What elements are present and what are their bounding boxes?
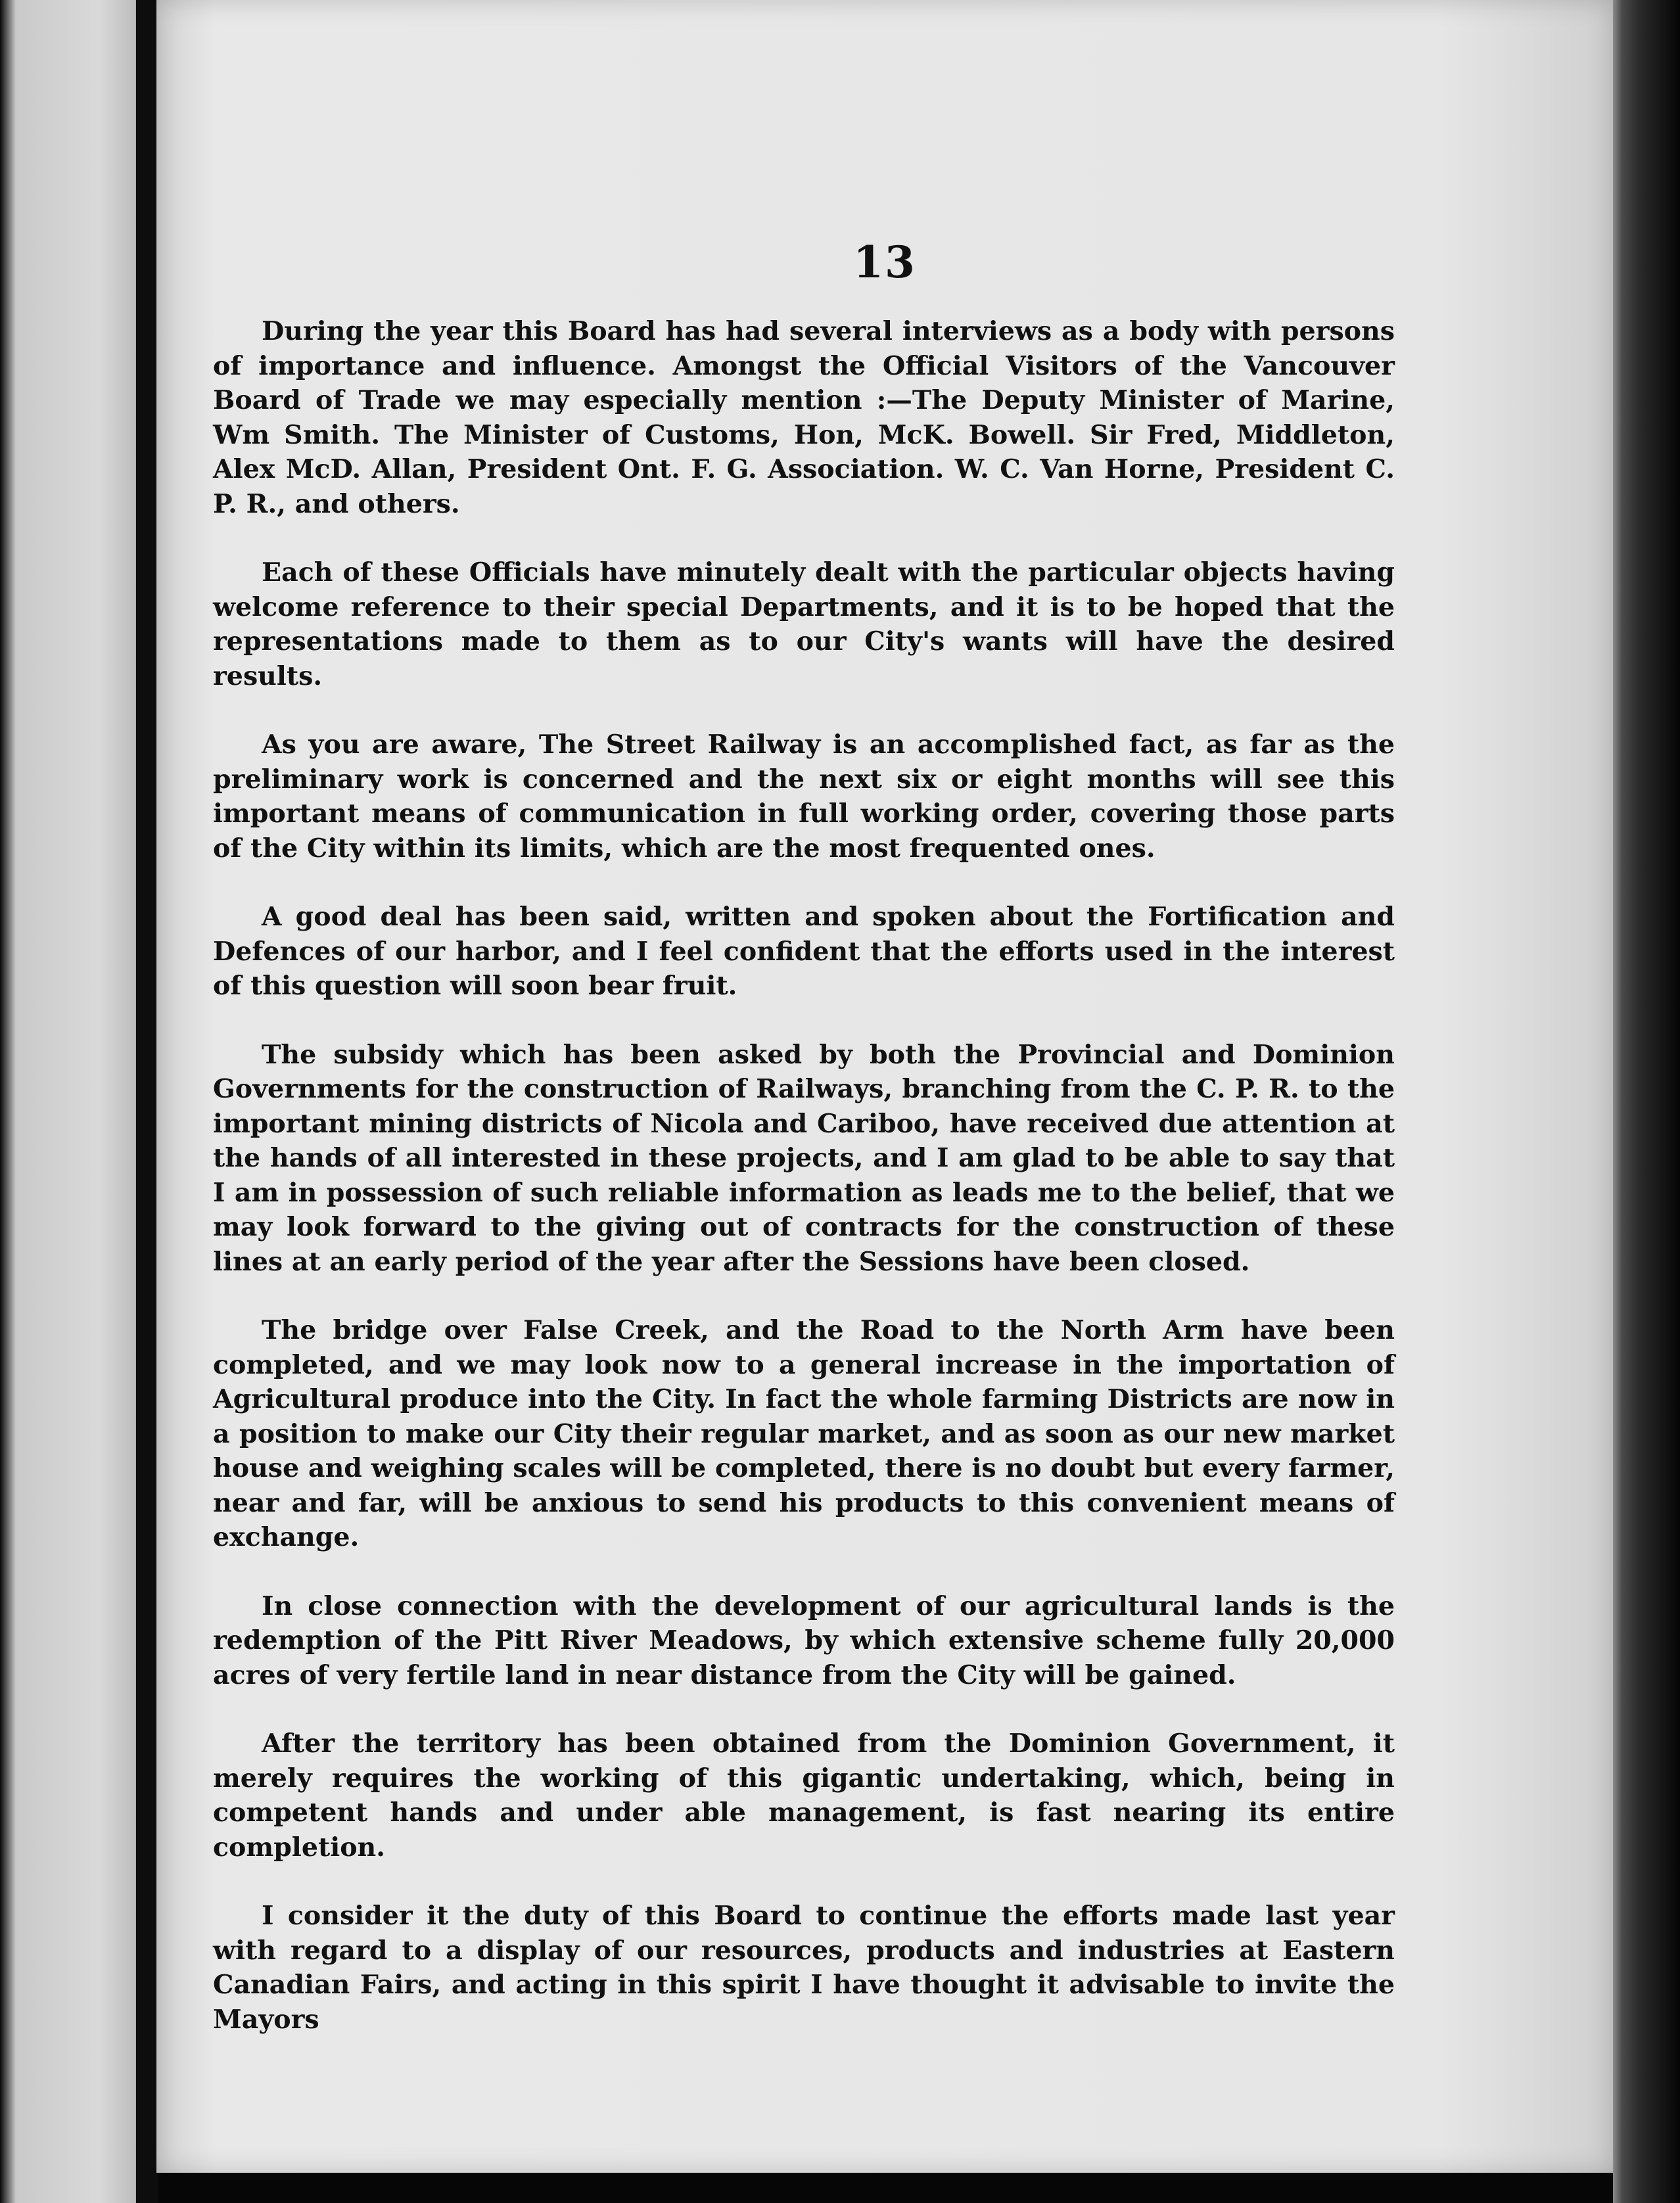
paragraph-officials: Each of these Officials have minutely dealt with the particular objects having welcome reference to their special Departments, and it is to be hoped that the representations made to them as to our City's wants will have the desired results. <box>213 557 1395 691</box>
binding-edge <box>136 0 158 2203</box>
paragraph-false-creek-bridge: The bridge over False Creek, and the Road to the North Arm have been completed, and we may look now to a general increase in the importation of Agricultural produce into the City. In fact the whole farming Districts are now in a position to make our City their regular market, and as soon as our new market house and weighing scales will be completed, there is no doubt but every farmer, near and far, will be anxious to send his products to this convenient means of exchange. <box>213 1315 1395 1552</box>
paragraph-fortification: A good deal has been said, written and spoken about the Fortification and Defences of our harbor, and I feel confident that the efforts used in the interest of this question will soon bear fruit. <box>213 902 1395 1001</box>
right-page-edge <box>1613 0 1680 2203</box>
paragraph-eastern-fairs: I consider it the duty of this Board to continue the efforts made last year with regard to a display of our resources, products and industries at Eastern Canadian Fairs, and acting in this spirit I have thought it advisable to invite the Mayors <box>213 1901 1395 2035</box>
paragraph-territory: After the territory has been obtained from the Dominion Government, it merely requires the working of this gigantic undertaking, which, being in competent hands and under able management, is fast nearing its entire completion. <box>213 1728 1395 1863</box>
paragraph-visitors: During the year this Board has had several interviews as a body with persons of importance and influence. Amongst the Official Visitors of the Vancouver Board of Trade we may especially mention :—The Deputy Minister of Marine, Wm Smith. The Minister of Customs, Hon, McK. Bowell. Sir Fred, Middleton, Alex McD. Allan, President Ont. F. G. Association. W. C. Van Horne, President C. P. R., and others. <box>213 316 1395 519</box>
paragraph-pitt-river: In close connection with the development of our agricultural lands is the redemption of the Pitt River Meadows, by which extensive scheme fully 20,000 acres of very fertile land in near distance from the City will be gained. <box>213 1590 1395 1690</box>
page-body <box>213 314 1395 2037</box>
paragraph-railway-subsidy: The subsidy which has been asked by both the Provincial and Dominion Governments for the construction of Railways, branching from the C. P. R. to the important mining districts of Nicola and Cariboo, have received due attention at the hands of all interested in these projects, and I am glad to be able to say that I am in possession of such reliable information as leads me to the belief, that we may look forward to the giving out of contracts for the construction of these lines at an early period of the year after the Sessions have been closed. <box>213 1039 1395 1277</box>
left-binding-strip <box>0 0 156 2203</box>
paragraph-street-railway: As you are aware, The Street Railway is an accomplished fact, as far as the preliminary work is concerned and the next six or eight months will see this important means of communication in full working order, covering those parts of the City within its limits, which are the most frequented ones. <box>213 730 1395 864</box>
page-number: 13 <box>853 237 916 288</box>
